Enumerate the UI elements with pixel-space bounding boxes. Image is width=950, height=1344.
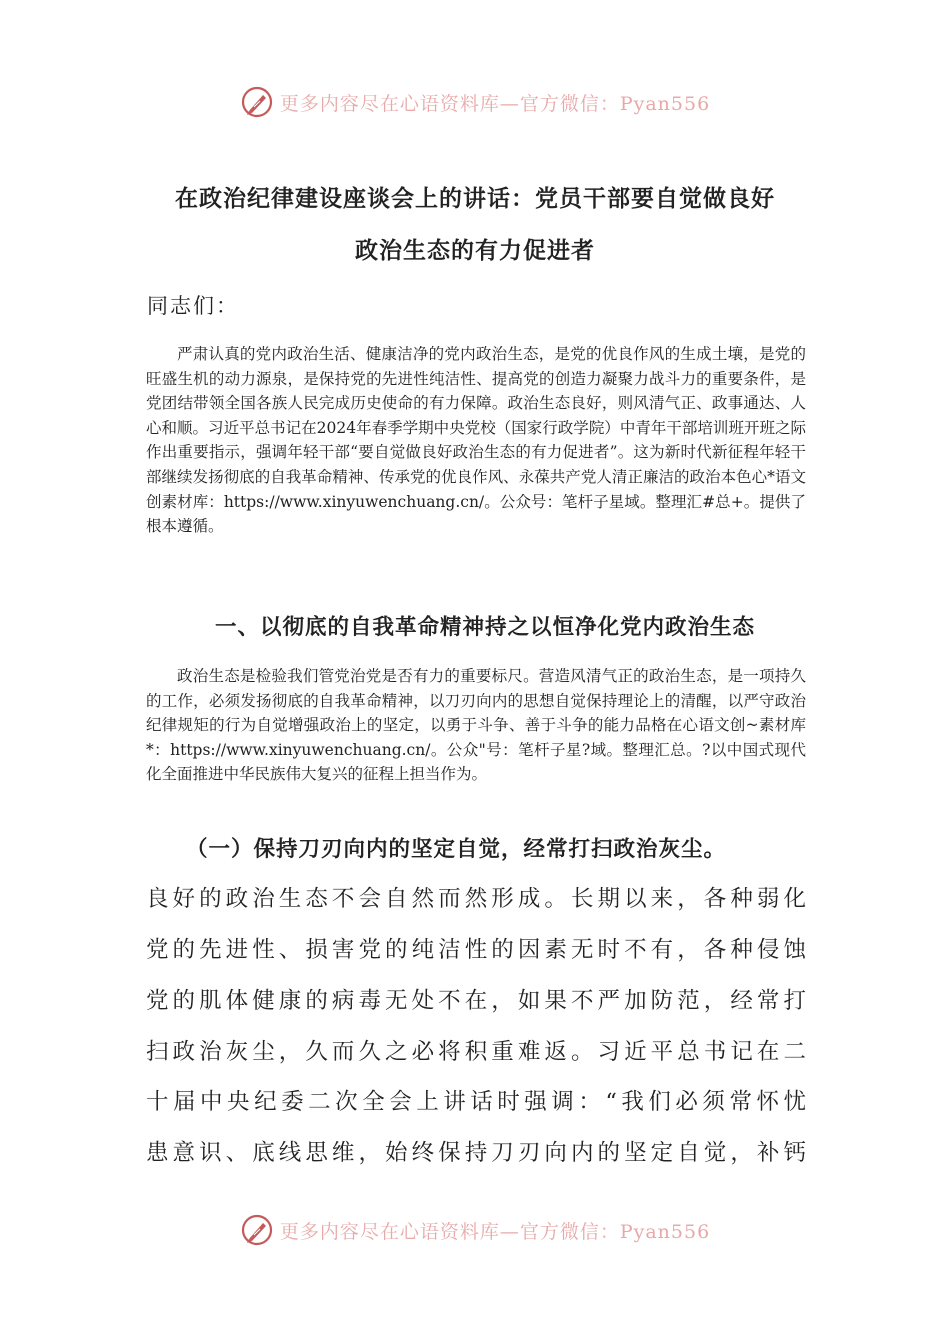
salutation: 同志们： <box>147 294 239 318</box>
watermark-text: 更多内容尽在心语资料库—官方微信：Pyan556 <box>279 92 711 115</box>
fountain-pen-logo-icon <box>240 85 274 119</box>
watermark-banner-bottom <box>0 1208 950 1252</box>
watermark-banner-top <box>0 80 950 124</box>
subsection-heading-1: （一）保持刀刃向内的坚定自觉，经常打扫政治灰尘。 <box>186 837 727 862</box>
paragraph-section-1: 政治生态是检验我们管党治党是否有力的重要标尺。营造风清气正的政治生态，是一项持久的工作，必须发扬彻底的自我革命精神，以刀刃向内的思想自觉保持理论上的清醒，以严守政治纪律规矩的行为自觉增强政治上的坚定，以勇于斗争、善于斗争的能力品格在心语文创~素材库*：https://www.xinyuwenchuang.cn/。公众"号：笔杆子星?域。整理汇总。?以中国式现代化全面推进中华民族伟大复兴的征程上担当作为。 <box>146 667 806 784</box>
body-line: 良好的政治生态不会自然而然形成。长期以来，各种弱化 <box>146 886 806 912</box>
section-heading-1: 一、以彻底的自我革命精神持之以恒净化党内政治生态 <box>214 615 755 640</box>
watermark-text: 更多内容尽在心语资料库—官方微信：Pyan556 <box>279 1220 711 1243</box>
fountain-pen-logo-icon <box>240 1213 274 1247</box>
body-line: 患意识、底线思维，始终保持刀刃向内的坚定自觉，补钙 <box>146 1140 806 1166</box>
paragraph-intro: 严肃认真的党内政治生活、健康洁净的党内政治生态，是党的优良作风的生成土壤，是党的旺盛生机的动力源泉，是保持党的先进性纯洁性、提高党的创造力凝聚力战斗力的重要条件，是党团结带领全国各族人民完成历史使命的有力保障。政治生态良好，则风清气正、政事通达、人心和顺。习近平总书记在2024年春季学期中央党校（国家行政学院）中青年干部培训班开班之际作出重要指示，强调年轻干部“要自觉做良好政治生态的有力促进者”。这为新时代新征程年轻干部继续发扬彻底的自我革命精神、传承党的优良作风、永葆共产党人清正廉洁的政治本色心*语文创素材库：https://www.xinyuwenchuang.cn/。公众号：笔杆子星域。整理汇#总+。提供了根本遵循。 <box>146 345 806 536</box>
body-line: 党的先进性、损害党的纯洁性的因素无时不有，各种侵蚀 <box>146 937 806 963</box>
body-line: 十届中央纪委二次全会上讲话时强调：“我们必须常怀忧 <box>146 1089 806 1115</box>
document-title-line-2: 政治生态的有力促进者 <box>355 238 595 264</box>
document-title-line-1: 在政治纪律建设座谈会上的讲话：党员干部要自觉做良好 <box>175 186 775 212</box>
body-line: 扫政治灰尘，久而久之必将积重难返。习近平总书记在二 <box>146 1039 806 1065</box>
body-line: 党的肌体健康的病毒无处不在，如果不严加防范，经常打 <box>146 988 806 1014</box>
